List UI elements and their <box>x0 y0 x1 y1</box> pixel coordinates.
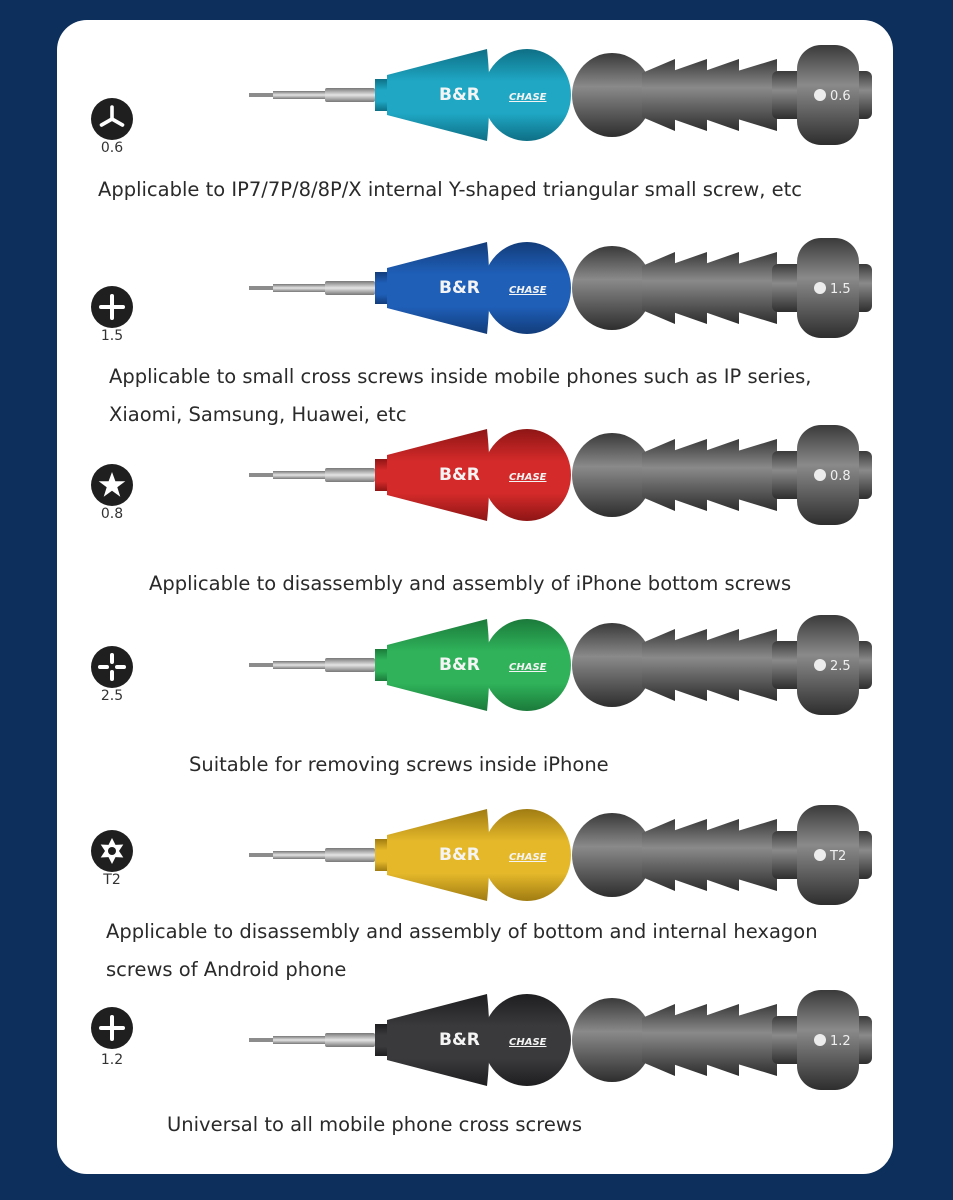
tip-size-label: 0.8 <box>100 506 124 522</box>
tip-type-icon <box>814 1034 826 1046</box>
sub-brand-text: CHASE <box>509 92 547 103</box>
description <box>149 565 791 603</box>
tip-label: 0.6 <box>830 89 851 104</box>
screwdriver-image <box>187 615 877 715</box>
brand-text: B&R <box>439 85 480 105</box>
brand-text: B&R <box>439 278 480 298</box>
sub-brand-text: CHASE <box>509 285 547 296</box>
description-line: screws of Android phone <box>106 958 347 981</box>
tip-type-icon <box>814 282 826 294</box>
y-tri-icon <box>91 98 133 140</box>
tip-label: 0.8 <box>830 469 851 484</box>
sub-brand-text: CHASE <box>509 662 547 673</box>
tip-label: 1.2 <box>830 1034 851 1049</box>
tip-label: T2 <box>830 849 847 864</box>
tip-type-icon <box>814 659 826 671</box>
description <box>109 358 811 434</box>
tip-label: 1.5 <box>830 282 851 297</box>
tip-size-label: 2.5 <box>100 688 124 704</box>
description-line: Universal to all mobile phone cross screws <box>167 1113 582 1136</box>
tip-size-label: 1.5 <box>100 328 124 344</box>
screwdriver-image <box>187 425 877 525</box>
screwdriver-image <box>187 990 877 1090</box>
tip-size-label: 0.6 <box>100 140 124 156</box>
description <box>167 1106 582 1144</box>
cross-icon <box>91 1007 133 1049</box>
sub-brand-text: CHASE <box>509 472 547 483</box>
tip-type-icon <box>814 89 826 101</box>
tip-size-label: T2 <box>103 872 121 888</box>
screwdriver-image <box>187 45 877 145</box>
description <box>189 746 609 784</box>
screwdriver-image <box>187 805 877 905</box>
brand-text: B&R <box>439 465 480 485</box>
product-card <box>57 20 893 1174</box>
description-line: Applicable to IP7/7P/8/8P/X internal Y-shaped triangular small screw, etc <box>98 178 802 201</box>
description-line: Applicable to disassembly and assembly of iPhone bottom screws <box>149 572 792 595</box>
description-line: Suitable for removing screws inside iPhone <box>189 753 609 776</box>
star-icon <box>91 464 133 506</box>
description-line: Applicable to small cross screws inside mobile phones such as IP series, <box>109 365 812 388</box>
cross-icon <box>91 286 133 328</box>
sub-brand-text: CHASE <box>509 1037 547 1048</box>
tip-type-icon <box>814 469 826 481</box>
description <box>106 913 818 989</box>
tip-size-label: 1.2 <box>100 1052 124 1068</box>
sub-brand-text: CHASE <box>509 852 547 863</box>
torx-icon <box>91 830 133 872</box>
description-line: Xiaomi, Samsung, Huawei, etc <box>109 403 407 426</box>
screwdriver-image <box>187 238 877 338</box>
tip-type-icon <box>814 849 826 861</box>
brand-text: B&R <box>439 655 480 675</box>
brand-text: B&R <box>439 845 480 865</box>
tip-label: 2.5 <box>830 659 851 674</box>
brand-text: B&R <box>439 1030 480 1050</box>
description-line: Applicable to disassembly and assembly of bottom and internal hexagon <box>106 920 818 943</box>
dotted-cross-icon <box>91 646 133 688</box>
description <box>98 171 802 209</box>
